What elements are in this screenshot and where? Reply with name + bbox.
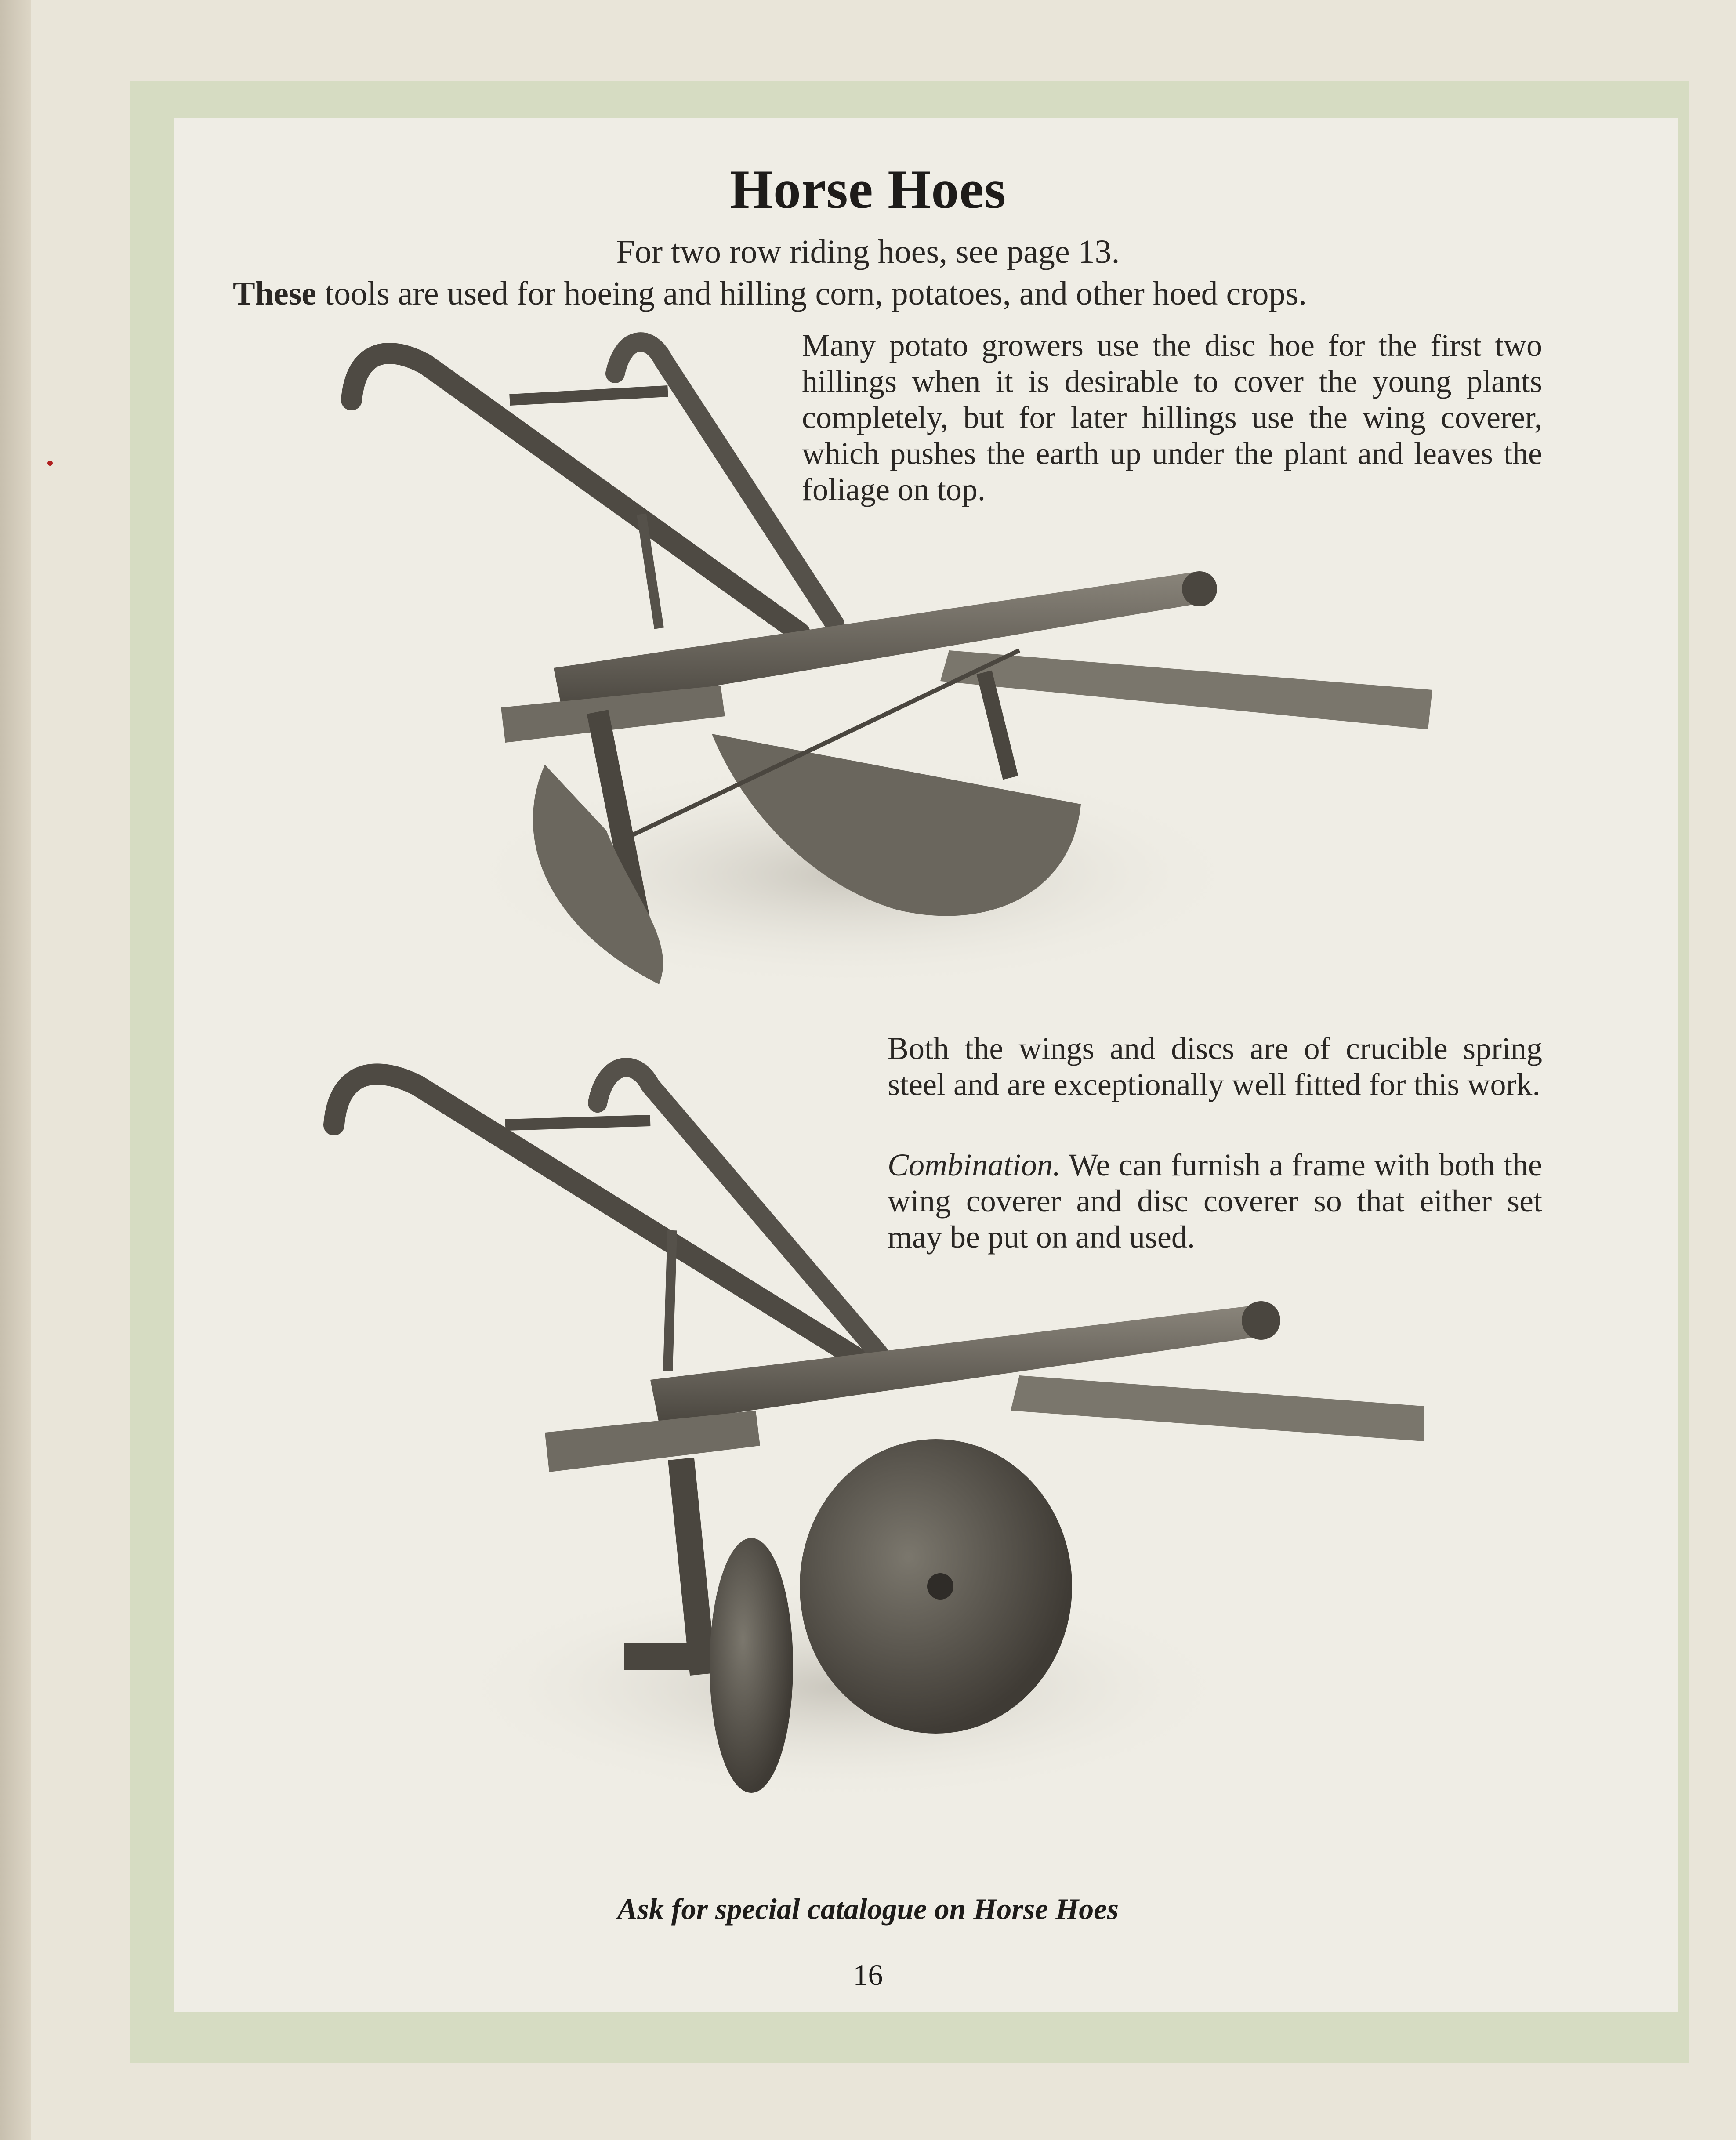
book-spine-edge xyxy=(0,0,31,2140)
steel-quality-paragraph: Both the wings and discs are of crucible spring steel and are exceptionally well fitted for this work. xyxy=(888,1031,1542,1102)
page-subtitle: For two row riding hoes, see page 13. xyxy=(616,233,1120,270)
disc-hoe-usage-paragraph: Many potato growers use the disc hoe for the first two hillings when it is desirable to cover the young plants completely, but for later hillings use the wing coverer, which pushes the earth up under the plant and leaves the foliage on top. xyxy=(802,328,1542,507)
intro-text: tools are used for hoeing and hilling corn, potatoes, and other hoed crops. xyxy=(325,275,1307,312)
combination-lead: Combination. xyxy=(888,1147,1061,1182)
catalogue-footer-note: Ask for special catalogue on Horse Hoes xyxy=(617,1892,1119,1926)
intro-sentence xyxy=(233,275,1551,313)
page-number: 16 xyxy=(853,1958,883,1991)
intro-lead-word: These xyxy=(233,275,316,312)
combination-paragraph xyxy=(888,1147,1542,1255)
ink-spot xyxy=(47,461,53,466)
combination-text: We can furnish a frame with both the wing coverer and disc coverer so that either set may be put on and used. xyxy=(888,1147,1543,1255)
page-title: Horse Hoes xyxy=(729,159,1007,220)
